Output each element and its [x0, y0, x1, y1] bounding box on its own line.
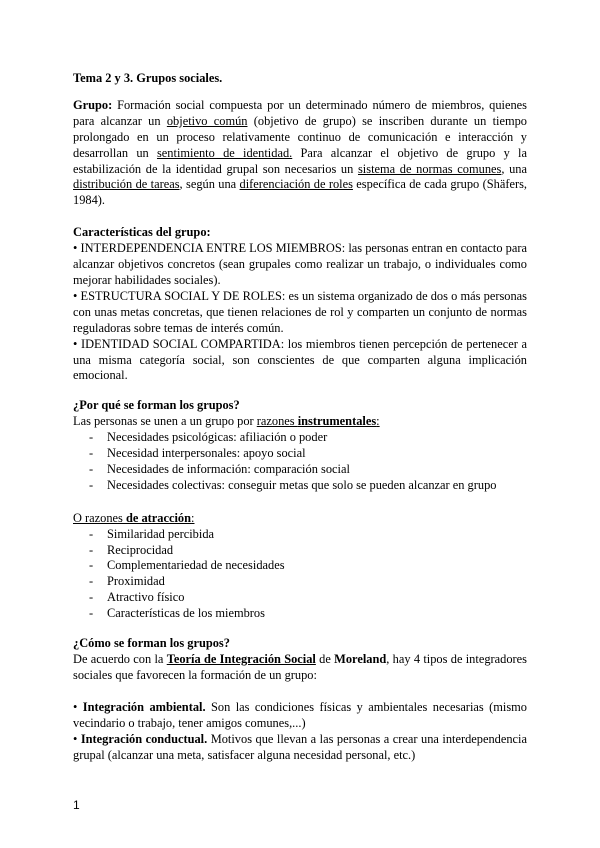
intro-text: Las personas se unen a un grupo por — [73, 414, 257, 429]
list-item: - Necesidades colectivas: conseguir metas que solo se pueden alcanzar en grupo — [73, 478, 527, 494]
document-body — [73, 71, 527, 763]
caracteristicas-heading: Características del grupo: — [73, 225, 211, 240]
como-text-1: De acuerdo con la — [73, 652, 167, 666]
list-item: - Atractivo físico — [73, 590, 527, 606]
objetivo-comun-link: objetivo común — [166, 113, 248, 128]
sistema-normas: sistema de normas comunes — [357, 161, 502, 176]
integrador-text: Motivos que llevan a las personas a crear una interdependencia grupal (alcanzar una meta, satisfacer alguna necesidad personal, etc.) — [73, 731, 527, 762]
grupo-definition — [73, 98, 527, 209]
grupo-text-2: (objetivo de grupo) se inscriben durante un tiempo prolongado en un proceso relativamente continuo de comunicación e interacción y desarrollan un — [73, 113, 527, 160]
bullet: • — [73, 699, 83, 714]
grupo-text-1: Formación social compuesta por un determinado número de miembros, quienes para alcanzar un — [73, 97, 527, 128]
por-que-heading: ¿Por qué se forman los grupos? — [73, 398, 240, 413]
como-intro — [73, 652, 527, 684]
list-item: - Características de los miembros — [73, 606, 527, 622]
list-item: - Similaridad percibida — [73, 527, 527, 543]
intro-colon: : — [376, 414, 380, 429]
list-item: - Necesidades psicológicas: afiliación o poder — [73, 430, 527, 446]
list-item: - Necesidades de información: comparación social — [73, 462, 527, 478]
como-heading: ¿Cómo se forman los grupos? — [73, 636, 230, 651]
bullet: • — [73, 731, 81, 746]
integrador-text: Son las condiciones físicas y ambientales necesarias (mismo vecindario o trabajo, tener amigos comunes,...) — [73, 699, 527, 730]
atraccion-list — [73, 527, 527, 622]
grupo-text-6: específica de cada grupo (Shäfers, 1984). — [73, 177, 527, 208]
como-text-2: de — [315, 652, 335, 666]
caracteristica-item: • ESTRUCTURA SOCIAL Y DE ROLES: es un sistema organizado de dos o más personas con unas metas concretas, que tienen relaciones de rol y comparten un conjunto de normas reguladoras sobre temas de interés común. — [73, 288, 527, 335]
grupo-text-4: , una — [501, 161, 527, 176]
document-title: Tema 2 y 3. Grupos sociales. — [73, 71, 223, 85]
page-number: 1 — [73, 798, 80, 812]
grupo-text-3: Para alcanzar el objetivo de grupo y la estabilización de la identidad grupal son necesarios un — [73, 145, 527, 176]
o-razones-label: O razones — [73, 510, 126, 525]
list-item: - Reciprocidad — [73, 543, 527, 559]
por-que-intro — [73, 414, 527, 430]
como-text-3: , hay 4 tipos de integradores sociales que favorecen la formación de un grupo: — [73, 652, 527, 682]
atraccion-intro — [73, 511, 527, 527]
list-item: - Necesidad interpersonales: apoyo social — [73, 446, 527, 462]
instrumentales-label: instrumentales — [297, 414, 377, 429]
diferenciacion-roles: diferenciación de roles — [239, 177, 353, 192]
razones-label: razones — [256, 414, 298, 429]
integrador-title: Integración ambiental. — [82, 699, 206, 714]
teoria-integracion-label: Teoría de Integración Social — [166, 652, 316, 666]
grupo-text-5: , según una — [179, 177, 240, 192]
caracteristica-item: • IDENTIDAD SOCIAL COMPARTIDA: los miembros tienen percepción de pertenecer a una misma categoría social, son conscientes de que comparten alguna implicación emocional. — [73, 336, 527, 383]
caracteristica-item: • INTERDEPENDENCIA ENTRE LOS MIEMBROS: las personas entran en contacto para alcanzar objetivos concretos (sean grupales como realizar un trabajo, o individuales como mejorar habilidades sociales). — [73, 241, 527, 287]
atraccion-label: de atracción — [125, 510, 192, 525]
grupo-label: Grupo: — [73, 97, 113, 112]
moreland-label: Moreland — [334, 652, 387, 666]
integrador-title: Integración conductual. — [80, 731, 208, 746]
list-item: - Complementariedad de necesidades — [73, 558, 527, 574]
instrumentales-list — [73, 430, 527, 494]
integrador-item — [73, 732, 527, 764]
distribucion-tareas: distribución de tareas — [73, 177, 180, 192]
integrador-item — [73, 700, 527, 732]
sentimiento-identidad: sentimiento de identidad. — [156, 145, 293, 160]
atraccion-colon: : — [191, 510, 195, 525]
list-item: - Proximidad — [73, 574, 527, 590]
